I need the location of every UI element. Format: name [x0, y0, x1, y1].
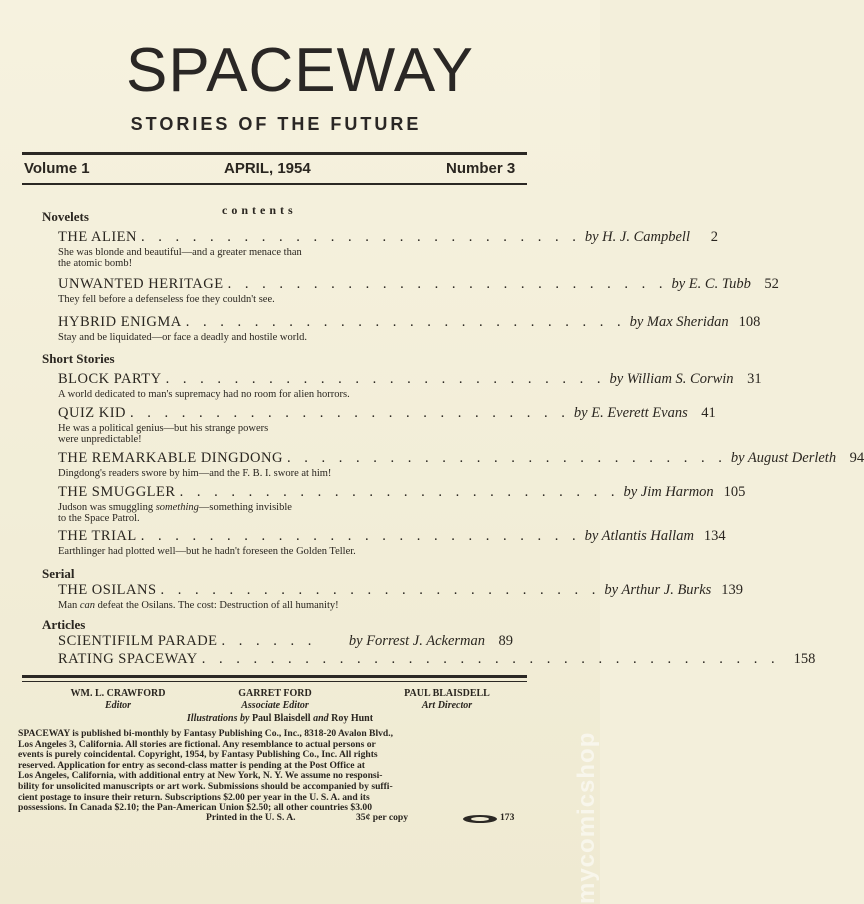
illus-name-1: Paul Blaisdell	[251, 713, 311, 724]
legal-line: cient postage to insure their return. Subscriptions $2.00 per year in the U. S. A. and its	[18, 791, 370, 803]
top-rule	[22, 152, 527, 155]
entry-author: by Jim Harmon	[623, 484, 714, 500]
staff-name: WM. L. CRAWFORD	[70, 688, 166, 699]
entry-author: by E. C. Tubb	[671, 276, 751, 292]
entry-tagline: She was blonde and beautiful—and a greater menace than	[58, 247, 302, 258]
entry-title: THE REMARKABLE DINGDONG	[58, 450, 283, 466]
entry-title: THE ALIEN	[58, 229, 137, 245]
masthead-title: SPACEWAY	[126, 36, 474, 105]
union-code: 173	[500, 812, 515, 823]
entry-author: by Forrest J. Ackerman	[348, 633, 485, 649]
entry-title: THE OSILANS	[58, 582, 157, 598]
leader-dots: . . . . . . . . . . . . . . . . . . . . . . . . . .	[130, 405, 570, 421]
toc-entry-scientifilm-parade[interactable]	[58, 633, 513, 651]
entry-author: by Arthur J. Burks	[604, 582, 712, 598]
leader-dots: . . . . . . . . . . . . . . . . . . . . . . . . . . . . . . . . . .	[201, 651, 780, 667]
entry-title: UNWANTED HERITAGE	[58, 276, 224, 292]
entry-author: by Max Sheridan	[629, 314, 729, 330]
legal-line: bility for unsolicited manuscripts or art work. Submissions should be accompanied by suffi-	[18, 780, 393, 792]
entry-tagline: He was a political genius—but his strange powers	[58, 423, 269, 434]
entry-author: by August Derleth	[730, 450, 837, 466]
section-short-stories: Short Stories	[42, 351, 115, 366]
tagline-text: Judson was smuggling	[58, 502, 156, 513]
leader-dots: . . . . . . . . . . . . . . . . . . . . . . . . . .	[227, 276, 668, 292]
tagline-text-end: —something invisible	[198, 502, 292, 513]
entry-title: THE TRIAL	[58, 528, 137, 544]
leader-dots: . . . . . . . . . . . . . . . . . . . . . . . . . .	[160, 582, 601, 598]
staff-role: Associate Editor	[241, 700, 309, 711]
entry-page: 52	[764, 276, 779, 292]
entry-tagline: Earthlinger had plotted well—but he hadn't foreseen the Golden Teller.	[58, 546, 356, 557]
staff-role: Editor	[104, 700, 132, 711]
leader-dots: . . . . . . . . . . . . . . . . . . . . . . . . . .	[185, 314, 626, 330]
entry-tagline	[58, 502, 513, 513]
legal-line: reserved. Application for entry as second-class matter is pending at the Post Office at	[18, 759, 365, 771]
legal-line: events is purely coincidental. Copyright, 1954, by Fantasy Publishing Co., Inc. All rights	[18, 749, 378, 761]
toc-entry-unwanted-heritage[interactable]	[58, 276, 779, 305]
staff-editor	[48, 688, 188, 712]
volume-label: Volume 1	[24, 160, 90, 177]
legal-line: SPACEWAY is published bi-monthly by Fantasy Publishing Co., Inc., 8318-20 Avalon Blvd.,	[18, 728, 394, 739]
toc-entry-block-party[interactable]	[58, 371, 762, 400]
leader-dots: . . . . . . . . . . . . . . . . . . . . . . . . . .	[286, 450, 727, 466]
toc-entry-hybrid-enigma[interactable]	[58, 314, 761, 343]
watermark: mycomicshop	[573, 731, 600, 904]
tagline-emphasis: can	[79, 600, 96, 611]
entry-title: THE SMUGGLER	[58, 484, 176, 500]
entry-author: by H. J. Campbell	[584, 229, 690, 245]
illus-prefix: Illustrations by	[186, 713, 250, 724]
entry-title: HYBRID ENIGMA	[58, 314, 182, 330]
union-label-icon	[462, 814, 498, 824]
masthead-subtitle: STORIES OF THE FUTURE	[130, 114, 422, 134]
toc-entry-rating-spaceway[interactable]	[58, 651, 816, 669]
entry-tagline	[58, 600, 513, 611]
entry-page: 41	[701, 405, 716, 421]
footer-rule-thin	[22, 681, 527, 682]
entry-tagline: A world dedicated to man's supremacy had no room for alien horrors.	[58, 389, 350, 400]
toc-entry-the-alien[interactable]	[58, 229, 718, 269]
staff-role: Art Director	[421, 700, 473, 711]
entry-title: RATING SPACEWAY	[58, 651, 198, 667]
leader-dots: . . . . . .	[221, 633, 317, 649]
legal-line: Los Angeles 3, California. All stories are fictional. Any resemblance to actual persons or	[18, 738, 376, 750]
entry-page: 94	[849, 450, 864, 466]
tagline-text-end: defeat the Osilans. The cost: Destruction of all humanity!	[95, 600, 339, 611]
staff-associate-editor	[200, 688, 350, 712]
section-serial: Serial	[42, 566, 75, 581]
entry-page: 105	[723, 484, 746, 500]
entry-tagline: Dingdong's readers swore by him—and the F. B. I. swore at him!	[58, 468, 332, 479]
leader-dots: . . . . . . . . . . . . . . . . . . . . . . . . . .	[141, 229, 581, 245]
section-articles: Articles	[42, 617, 86, 632]
entry-page: 89	[498, 633, 513, 649]
entry-tagline: They fell before a defenseless foe they couldn't see.	[58, 294, 275, 305]
legal-line: possessions. In Canada $2.10; the Pan-American Union $2.50; all other countries $3.00	[18, 802, 373, 814]
toc-entry-the-remarkable-dingdong[interactable]	[58, 450, 864, 479]
staff-name: GARRET FORD	[238, 688, 312, 699]
entry-page: 2	[710, 229, 718, 245]
issue-number: Number 3	[446, 160, 516, 177]
entry-tagline-cont: to the Space Patrol.	[58, 513, 140, 524]
staff-name: PAUL BLAISDELL	[404, 688, 490, 699]
tagline-text: Man	[58, 600, 80, 611]
entry-title: QUIZ KID	[58, 405, 127, 421]
illus-and: and	[313, 713, 329, 724]
printed-in: Printed in the U. S. A.	[206, 812, 296, 823]
entry-page: 158	[793, 651, 816, 667]
entry-page: 134	[703, 528, 726, 544]
issue-date: APRIL, 1954	[224, 160, 311, 177]
legal-line: Los Angeles, California, with additional entry at New York, N. Y. We assume no responsi-	[18, 770, 383, 782]
illustrations-credit	[0, 713, 560, 724]
entry-page: 108	[738, 314, 761, 330]
leader-dots: . . . . . . . . . . . . . . . . . . . . . . . . . .	[179, 484, 620, 500]
price: 35¢ per copy	[356, 812, 409, 823]
entry-author: by E. Everett Evans	[573, 405, 688, 421]
leader-dots: . . . . . . . . . . . . . . . . . . . . . . . . . .	[165, 371, 606, 387]
entry-author: by William S. Corwin	[609, 371, 734, 387]
entry-page: 31	[747, 371, 762, 387]
toc-entry-the-trial[interactable]	[58, 528, 726, 557]
tagline-emphasis: something	[155, 502, 199, 513]
legal-notice	[18, 729, 528, 814]
staff-art-director	[372, 688, 522, 712]
entry-tagline: Stay and be liquidated—or face a deadly and hostile world.	[58, 332, 308, 343]
section-novelets: Novelets	[42, 209, 89, 224]
illus-name-2: Roy Hunt	[331, 713, 374, 724]
issue-rule	[22, 183, 527, 185]
entry-title: SCIENTIFILM PARADE	[58, 633, 218, 649]
toc-entry-quiz-kid[interactable]	[58, 405, 716, 445]
leader-dots: . . . . . . . . . . . . . . . . . . . . . . . . . .	[140, 528, 581, 544]
toc-entry-the-smuggler[interactable]	[58, 484, 746, 524]
entry-author: by Atlantis Hallam	[584, 528, 694, 544]
entry-tagline-cont: were unpredictable!	[58, 434, 142, 445]
entry-title: BLOCK PARTY	[58, 371, 162, 387]
contents-heading: contents	[222, 203, 297, 217]
entry-page: 139	[721, 582, 744, 598]
toc-entry-the-osilans[interactable]	[58, 582, 744, 611]
entry-tagline-cont: the atomic bomb!	[58, 258, 133, 269]
footer-rule-top	[22, 675, 527, 678]
